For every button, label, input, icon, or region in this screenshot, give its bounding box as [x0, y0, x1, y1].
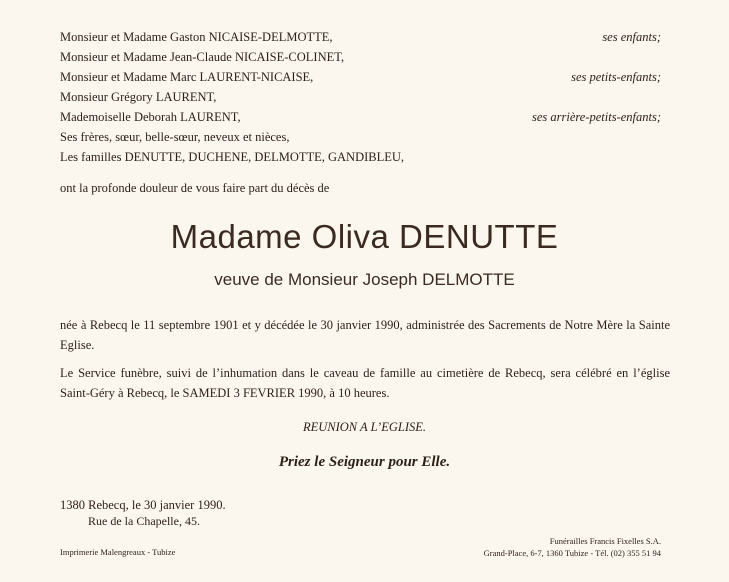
family-line-7: Les familles DENUTTE, DUCHENE, DELMOTTE, GANDIBLEU, — [60, 150, 405, 164]
printer-credit: Imprimerie Malengreaux - Tubize — [60, 547, 176, 557]
sender-address: Rue de la Chapelle, 45. — [88, 514, 200, 528]
relation-children: ses enfants; — [602, 30, 661, 44]
birth-death-paragraph: née à Rebecq le 11 septembre 1901 et y décédée le 30 janvier 1990, administrée des Sacrements de Notre Mère la Sainte Eglise. — [60, 318, 670, 352]
family-line-6: Ses frères, sœur, belle-sœur, neveux et nièces, — [60, 130, 290, 144]
funeral-home-address: Grand-Place, 6-7, 1360 Tubize - Tél. (02) 355 51 94 — [483, 548, 661, 558]
intro-text: ont la profonde douleur de vous faire part du décès de — [60, 181, 330, 195]
funeral-home-name: Funérailles Francis Fixelles S.A. — [549, 536, 661, 546]
reunion-text: REUNION A L’EGLISE. — [302, 420, 427, 434]
family-line-1: Monsieur et Madame Gaston NICAISE-DELMOTTE, — [60, 30, 333, 44]
family-line-3: Monsieur et Madame Marc LAURENT-NICAISE, — [60, 70, 314, 84]
service-paragraph: Le Service funèbre, suivi de l’inhumation dans le caveau de famille au cimetière de Rebecq, sera célébré en l’église Saint-Géry à Rebecq, le SAMEDI 3 FEVRIER 1990, à 10 heures. — [60, 366, 670, 400]
widow-of: veuve de Monsieur Joseph DELMOTTE — [214, 270, 515, 289]
place-date: 1380 Rebecq, le 30 janvier 1990. — [60, 498, 226, 512]
relation-great-grandchildren: ses arrière-petits-enfants; — [531, 110, 661, 124]
deceased-name: Madame Oliva DENUTTE — [170, 218, 559, 255]
prayer-text: Priez le Seigneur pour Elle. — [278, 454, 451, 470]
family-line-4: Monsieur Grégory LAURENT, — [60, 90, 217, 104]
family-line-2: Monsieur et Madame Jean-Claude NICAISE-COLINET, — [60, 50, 345, 64]
relation-grandchildren: ses petits-enfants; — [571, 70, 661, 84]
family-line-5: Mademoiselle Deborah LAURENT, — [60, 110, 241, 124]
